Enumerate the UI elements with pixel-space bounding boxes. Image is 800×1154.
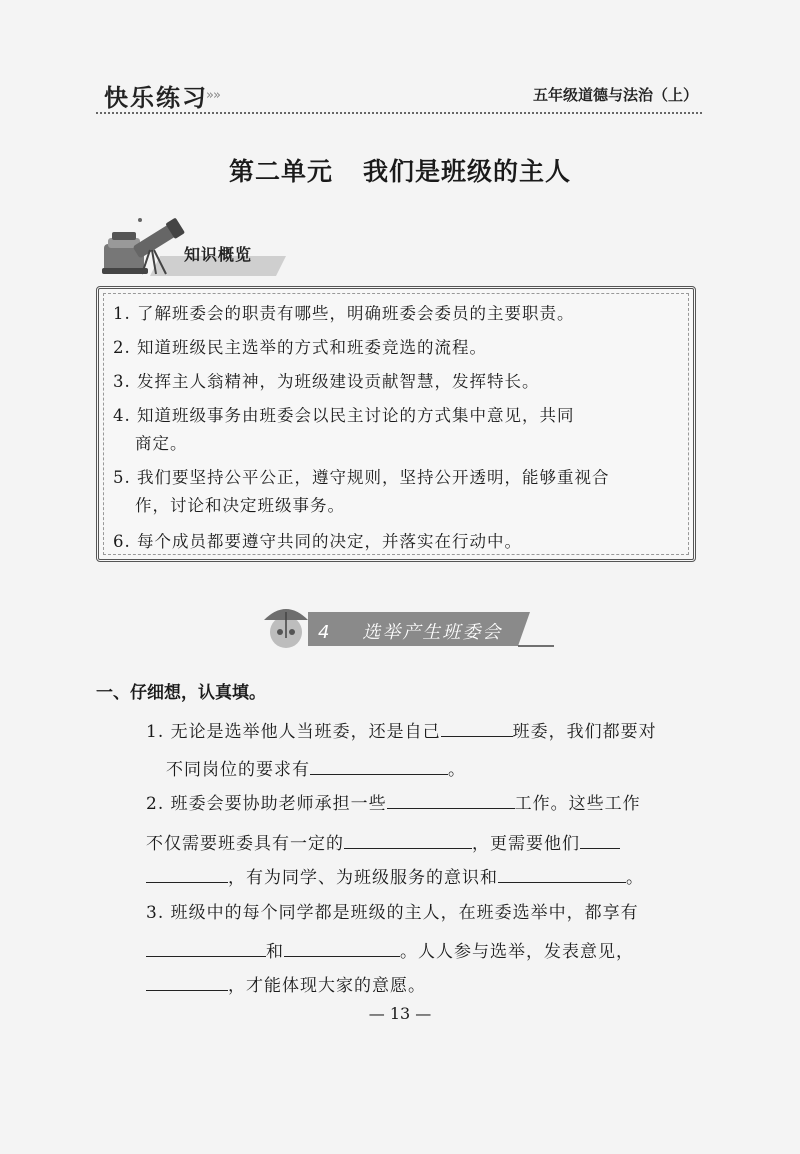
knowledge-item: 4. 知道班级事务由班委会以民主讨论的方式集中意见，共同: [113, 406, 575, 425]
answer-blank[interactable]: [146, 862, 228, 883]
chevron-decoration: »»: [206, 88, 220, 103]
header-divider: [96, 112, 702, 114]
answer-blank[interactable]: [344, 828, 472, 849]
knowledge-item: 3. 发挥主人翁精神，为班级建设贡献智慧，发挥特长。: [113, 372, 540, 391]
subject-label: 五年级道德与法治（上）: [532, 86, 698, 104]
answer-blank[interactable]: [498, 862, 626, 883]
unit-title: [0, 152, 800, 188]
overview-banner: [100, 214, 290, 276]
answer-blank[interactable]: [284, 936, 400, 957]
question-3-line-2: 和 。人人参与选举，发表意见，: [146, 936, 634, 967]
knowledge-item-continued: 商定。: [135, 434, 188, 453]
knowledge-item: 5. 我们要坚持公平公正，遵守规则，坚持公开透明，能够重视合: [113, 468, 610, 487]
answer-blank[interactable]: [146, 970, 228, 991]
knowledge-item-continued: 作，讨论和决定班级事务。: [135, 496, 345, 515]
answer-blank[interactable]: [146, 936, 266, 957]
knowledge-item: 1. 了解班委会的职责有哪些，明确班委会委员的主要职责。: [113, 304, 575, 323]
question-2-line-3: ，有为同学、为班级服务的意识和 。: [146, 862, 644, 893]
unit-label: 第二单元: [228, 157, 333, 186]
page-header: [96, 78, 702, 114]
knowledge-item: 2. 知道班级民主选举的方式和班委竞选的流程。: [113, 338, 487, 357]
answer-blank[interactable]: [387, 788, 515, 809]
answer-blank[interactable]: [580, 828, 620, 849]
knowledge-item: 6. 每个成员都要遵守共同的决定，并落实在行动中。: [113, 532, 522, 551]
section-title: 一、仔细想，认真填。: [96, 683, 266, 703]
question-1-line-2: 不同岗位的要求有 。: [166, 754, 466, 785]
overview-label: 知识概览: [184, 245, 253, 264]
answer-blank[interactable]: [310, 754, 448, 775]
brand-title: 快乐练习: [104, 84, 208, 112]
question-1-line-1: 1. 无论是选举他人当班委，还是自己 班委，我们都要对: [146, 716, 657, 747]
page-number: — 13 —: [368, 1004, 432, 1023]
question-3-line-3: ，才能体现大家的意愿。: [146, 970, 426, 1001]
lesson-title: 4 选举产生班委会: [318, 622, 503, 643]
question-2-line-2: 不仅需要班委具有一定的 ，更需要他们: [146, 828, 620, 859]
question-3-line-1: 3. 班级中的每个同学都是班级的主人，在班委选举中，都享有: [146, 903, 639, 923]
knowledge-box: [96, 286, 696, 562]
answer-blank[interactable]: [441, 716, 513, 737]
unit-name: 我们是班级的主人: [363, 157, 572, 186]
question-2-line-1: 2. 班委会要协助老师承担一些 工作。这些工作: [146, 788, 641, 819]
